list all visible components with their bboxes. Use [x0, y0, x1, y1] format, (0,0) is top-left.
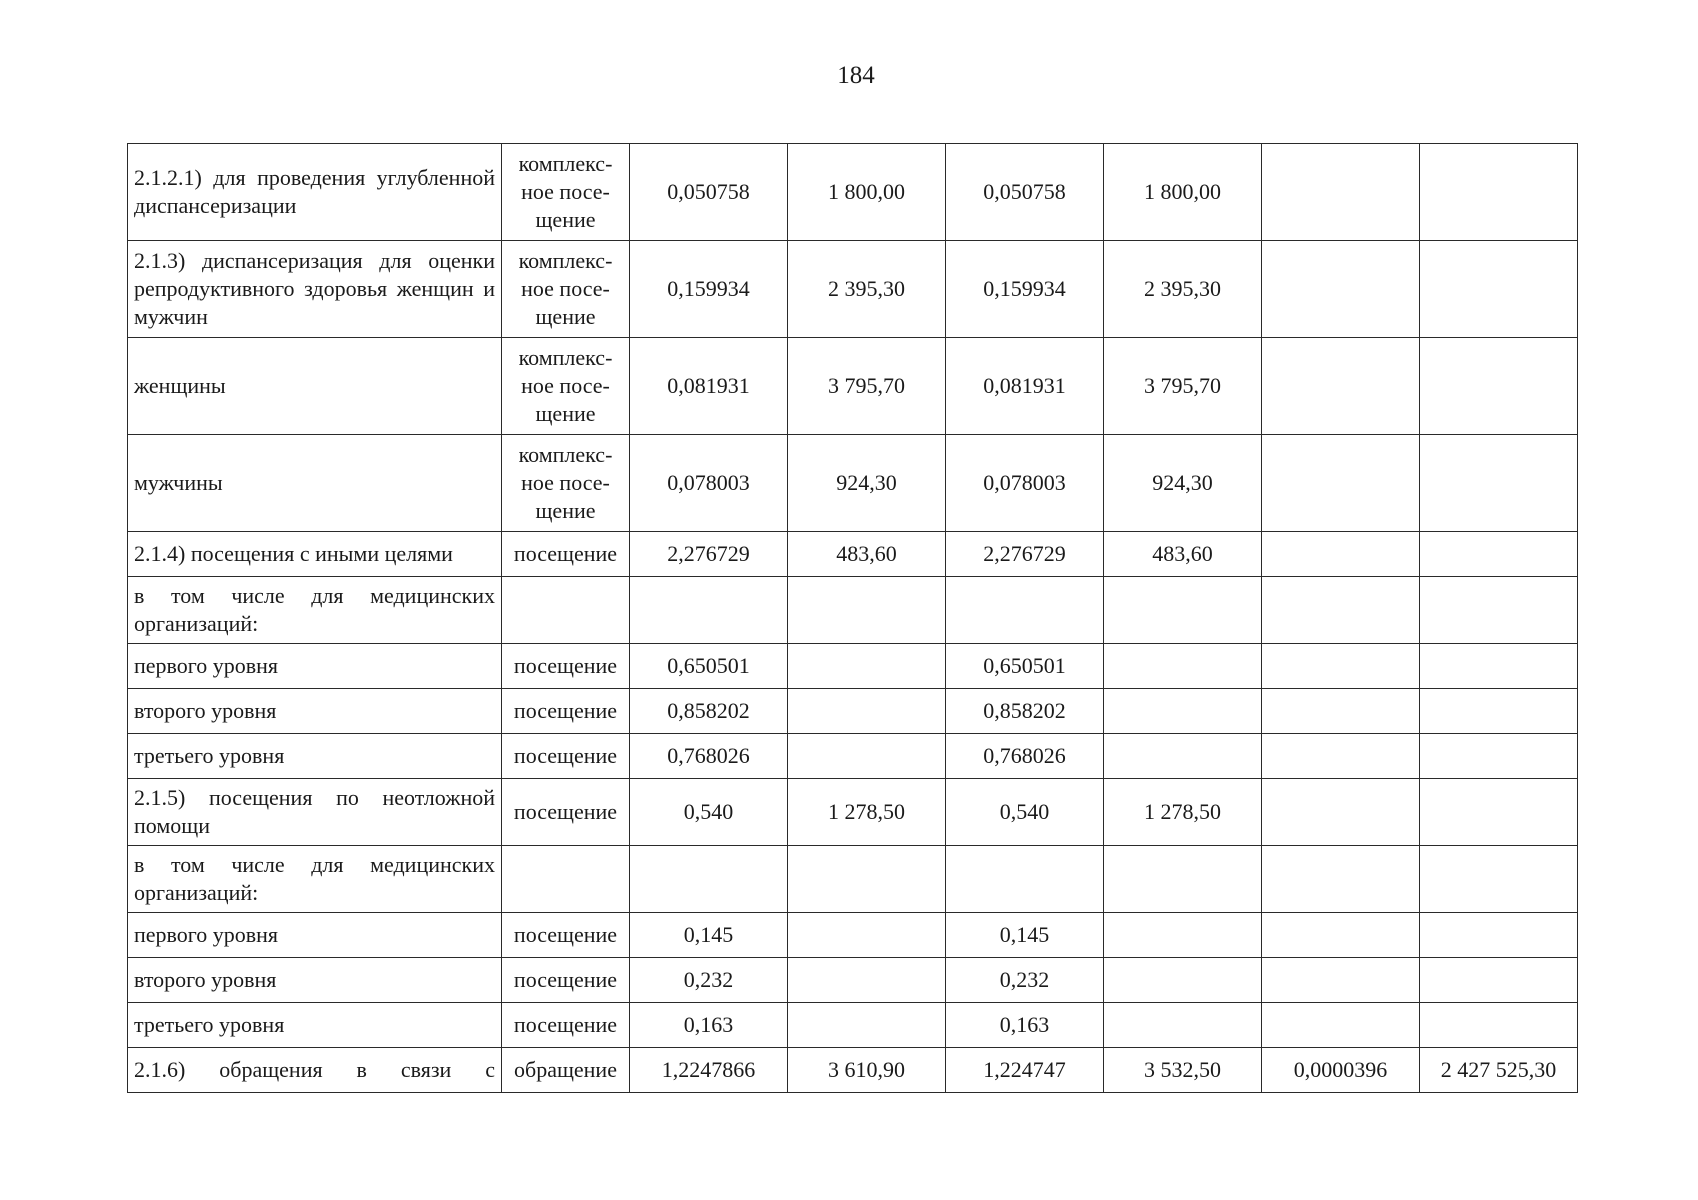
cell-c4	[1104, 734, 1262, 779]
cell-c2	[788, 1003, 946, 1048]
row-unit: посещение	[502, 689, 630, 734]
row-name: второго уровня	[128, 689, 502, 734]
cell-c2	[788, 846, 946, 913]
cell-c6	[1420, 532, 1578, 577]
cell-c6	[1420, 779, 1578, 846]
cell-c4	[1104, 1003, 1262, 1048]
row-name: женщины	[128, 338, 502, 435]
table-row	[128, 689, 1578, 734]
row-name: 2.1.4) посещения с иными целями	[128, 532, 502, 577]
cell-c6	[1420, 1003, 1578, 1048]
row-unit: посещение	[502, 1003, 630, 1048]
cell-c3: 0,145	[946, 913, 1104, 958]
cell-c2: 924,30	[788, 435, 946, 532]
cell-c2	[788, 577, 946, 644]
cell-c2: 483,60	[788, 532, 946, 577]
row-unit	[502, 846, 630, 913]
cell-c6	[1420, 435, 1578, 532]
table-row	[128, 1048, 1578, 1093]
cell-c1: 0,858202	[630, 689, 788, 734]
cell-c6	[1420, 689, 1578, 734]
row-name: первого уровня	[128, 644, 502, 689]
row-name: первого уровня	[128, 913, 502, 958]
table-row	[128, 338, 1578, 435]
cell-c4	[1104, 913, 1262, 958]
cell-c5	[1262, 846, 1420, 913]
cell-c3: 0,081931	[946, 338, 1104, 435]
cell-c1	[630, 577, 788, 644]
table-row	[128, 435, 1578, 532]
cell-c5	[1262, 338, 1420, 435]
table-row	[128, 644, 1578, 689]
row-name: 2.1.2.1) для проведения углубленной диспансеризации	[128, 144, 502, 241]
cell-c5	[1262, 435, 1420, 532]
cell-c4: 3 795,70	[1104, 338, 1262, 435]
row-name: мужчины	[128, 435, 502, 532]
table-row	[128, 144, 1578, 241]
cell-c3: 0,768026	[946, 734, 1104, 779]
cell-c1: 0,078003	[630, 435, 788, 532]
row-name: третьего уровня	[128, 734, 502, 779]
cell-c6: 2 427 525,30	[1420, 1048, 1578, 1093]
cell-c6	[1420, 913, 1578, 958]
cell-c6	[1420, 241, 1578, 338]
row-unit: посещение	[502, 913, 630, 958]
cell-c3: 0,078003	[946, 435, 1104, 532]
cell-c5	[1262, 644, 1420, 689]
table-row	[128, 958, 1578, 1003]
cell-c2: 3 610,90	[788, 1048, 946, 1093]
cell-c2: 1 800,00	[788, 144, 946, 241]
row-unit: комплекс-ное посе-щение	[502, 435, 630, 532]
table-row	[128, 734, 1578, 779]
cell-c6	[1420, 734, 1578, 779]
cell-c4: 483,60	[1104, 532, 1262, 577]
cell-c5	[1262, 958, 1420, 1003]
cell-c6	[1420, 338, 1578, 435]
cell-c2	[788, 734, 946, 779]
cell-c6	[1420, 144, 1578, 241]
table-row	[128, 577, 1578, 644]
cell-c1: 0,159934	[630, 241, 788, 338]
row-unit: комплекс-ное посе-щение	[502, 144, 630, 241]
cell-c5: 0,0000396	[1262, 1048, 1420, 1093]
cell-c4	[1104, 644, 1262, 689]
cell-c4	[1104, 958, 1262, 1003]
table-row	[128, 846, 1578, 913]
cell-c5	[1262, 144, 1420, 241]
cell-c1: 0,232	[630, 958, 788, 1003]
cell-c5	[1262, 779, 1420, 846]
cell-c3: 0,540	[946, 779, 1104, 846]
cell-c1: 2,276729	[630, 532, 788, 577]
row-unit: посещение	[502, 958, 630, 1003]
cell-c3: 0,232	[946, 958, 1104, 1003]
row-name: в том числе для медицинских организаций:	[128, 846, 502, 913]
cell-c5	[1262, 532, 1420, 577]
cell-c3: 2,276729	[946, 532, 1104, 577]
cell-c1: 1,2247866	[630, 1048, 788, 1093]
cell-c3: 0,858202	[946, 689, 1104, 734]
cell-c1: 0,050758	[630, 144, 788, 241]
cell-c4: 1 800,00	[1104, 144, 1262, 241]
row-unit: обращение	[502, 1048, 630, 1093]
cell-c4	[1104, 689, 1262, 734]
cell-c5	[1262, 241, 1420, 338]
cell-c6	[1420, 577, 1578, 644]
table-row	[128, 913, 1578, 958]
cell-c3: 0,159934	[946, 241, 1104, 338]
cell-c2: 1 278,50	[788, 779, 946, 846]
cell-c3: 0,650501	[946, 644, 1104, 689]
cell-c1: 0,650501	[630, 644, 788, 689]
cell-c2	[788, 644, 946, 689]
cell-c5	[1262, 734, 1420, 779]
cell-c5	[1262, 577, 1420, 644]
cell-c4	[1104, 577, 1262, 644]
cell-c5	[1262, 689, 1420, 734]
cell-c4: 924,30	[1104, 435, 1262, 532]
row-unit: посещение	[502, 779, 630, 846]
cell-c4	[1104, 846, 1262, 913]
cell-c1: 0,768026	[630, 734, 788, 779]
cell-c3	[946, 846, 1104, 913]
row-unit: посещение	[502, 734, 630, 779]
data-table	[127, 143, 1578, 1093]
table-row	[128, 241, 1578, 338]
page-number: 184	[837, 62, 875, 89]
row-name: в том числе для медицинских организаций:	[128, 577, 502, 644]
cell-c2: 3 795,70	[788, 338, 946, 435]
cell-c1: 0,145	[630, 913, 788, 958]
cell-c1: 0,163	[630, 1003, 788, 1048]
table-row	[128, 1003, 1578, 1048]
cell-c1: 0,081931	[630, 338, 788, 435]
cell-c6	[1420, 846, 1578, 913]
cell-c2: 2 395,30	[788, 241, 946, 338]
row-name: 2.1.3) диспансеризация для оценки репродуктивного здоровья женщин и мужчин	[128, 241, 502, 338]
row-name: третьего уровня	[128, 1003, 502, 1048]
table-row	[128, 532, 1578, 577]
cell-c4: 1 278,50	[1104, 779, 1262, 846]
cell-c3: 0,163	[946, 1003, 1104, 1048]
cell-c1	[630, 846, 788, 913]
cell-c2	[788, 958, 946, 1003]
row-unit	[502, 577, 630, 644]
cell-c2	[788, 913, 946, 958]
cell-c2	[788, 689, 946, 734]
cell-c3: 0,050758	[946, 144, 1104, 241]
cell-c6	[1420, 644, 1578, 689]
table-row	[128, 779, 1578, 846]
cell-c4: 3 532,50	[1104, 1048, 1262, 1093]
cell-c5	[1262, 1003, 1420, 1048]
cell-c5	[1262, 913, 1420, 958]
cell-c3: 1,224747	[946, 1048, 1104, 1093]
cell-c3	[946, 577, 1104, 644]
row-name: второго уровня	[128, 958, 502, 1003]
cell-c1: 0,540	[630, 779, 788, 846]
cell-c6	[1420, 958, 1578, 1003]
row-unit: комплекс-ное посе-щение	[502, 241, 630, 338]
row-name: 2.1.6) обращения в связи с	[128, 1048, 502, 1093]
cell-c4: 2 395,30	[1104, 241, 1262, 338]
row-unit: комплекс-ное посе-щение	[502, 338, 630, 435]
row-name: 2.1.5) посещения по неотложной помощи	[128, 779, 502, 846]
row-unit: посещение	[502, 644, 630, 689]
row-unit: посещение	[502, 532, 630, 577]
